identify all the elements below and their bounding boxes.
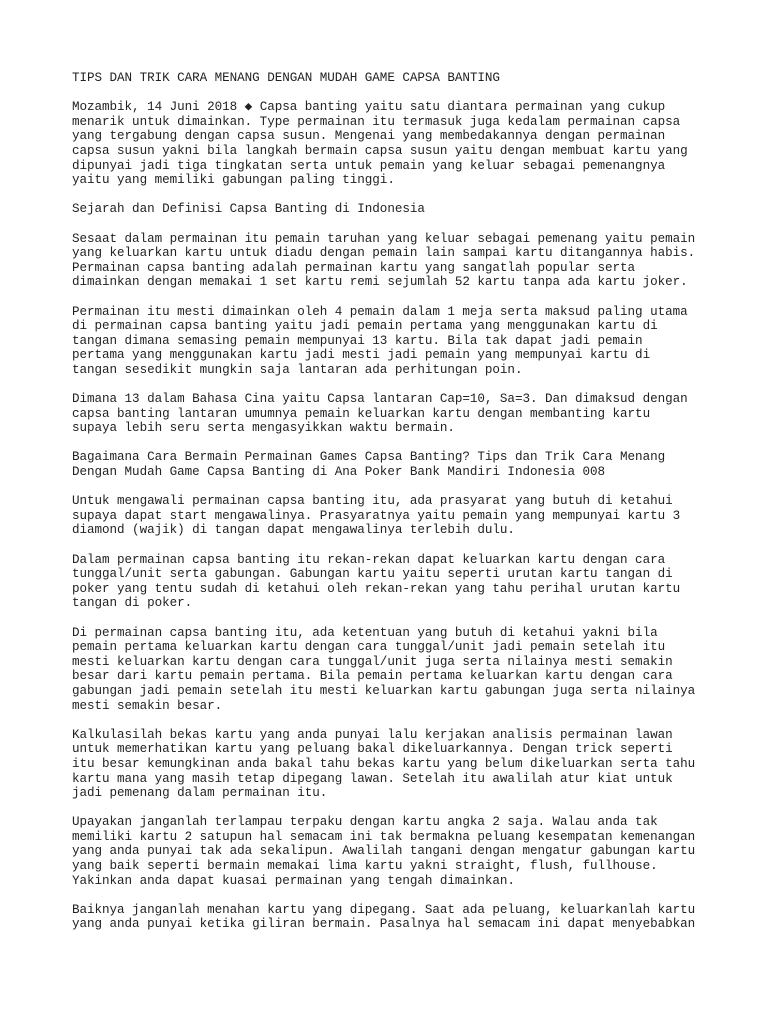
document-page <box>72 71 712 947</box>
paragraph: Di permainan capsa banting itu, ada ketentuan yang butuh di ketahui yakni bila pemain pertama keluarkan kartu dengan cara tunggal/unit jadi pemain setelah itu mesti keluarkan kartu dengan cara tunggal/unit juga serta nilainya mesti semakin besar dari kartu pemain pertama. Bila pemain pertama keluarkan kartu dengan cara gabungan jadi pemain setelah itu mesti keluarkan kartu gabungan juga serta nilainya mesti semakin besar. <box>72 625 696 713</box>
paragraph: Upayakan janganlah terlampau terpaku dengan kartu angka 2 saja. Walau anda tak memiliki kartu 2 satupun hal semacam ini tak bermakna peluang kesempatan kemenangan yang anda punyai tak ada sekalipun. Awalilah tangani dengan mengatur gabungan kartu yang baik seperti bermain memakai lima kartu yakni straight, flush, fullhouse. Yakinkan anda dapat kuasai permainan yang tengah dimainkan. <box>72 815 696 888</box>
section-heading: Bagaimana Cara Bermain Permainan Games Capsa Banting? Tips dan Trik Cara Menang Dengan Mudah Game Capsa Banting di Ana Poker Bank Mandiri Indonesia 008 <box>72 450 666 480</box>
paragraph: Kalkulasilah bekas kartu yang anda punyai lalu kerjakan analisis permainan lawan untuk memerhatikan kartu yang peluang bakal dikeluarkannya. Dengan trick seperti itu besar kemungkinan anda bakal tahu bekas kartu yang belum dikeluarkan serta tahu kartu mana yang masih tetap dipegang lawan. Setelah itu awalilah atur kiat untuk jadi pemenang dalam permainan itu. <box>72 727 696 801</box>
document-title: TIPS DAN TRIK CARA MENANG DENGAN MUDAH GAME CAPSA BANTING <box>72 71 500 85</box>
paragraph: Dimana 13 dalam Bahasa Cina yaitu Capsa lantaran Cap=10, Sa=3. Dan dimaksud dengan capsa banting lantaran umumnya pemain keluarkan kartu dengan membanting kartu supaya lebih seru serta mengasyikkan waktu bermain. <box>72 392 688 436</box>
section-heading: Sejarah dan Definisi Capsa Banting di Indonesia <box>72 202 425 217</box>
paragraph: Dalam permainan capsa banting itu rekan-rekan dapat keluarkan kartu dengan cara tunggal/unit serta gabungan. Gabungan kartu yaitu seperti urutan kartu tangan di poker yang tentu sudah di ketahui oleh rekan-rekan yang tahu perihal urutan kartu tangan di poker. <box>72 552 681 611</box>
paragraph-intro: Mozambik, 14 Juni 2018 ◆ Capsa banting yaitu satu diantara permainan yang cukup menarik untuk dimainkan. Type permainan itu termasuk juga kedalam permainan capsa yang tergabung dengan capsa susun. Mengenai yang membedakannya dengan permainan capsa susun yakni bila langkah bermain capsa susun yaitu dengan membuat kartu yang dipunyai jadi tiga tingkatan serta untuk pemain yang keluar sebagai pemenangnya yaitu yang memiliki gabungan paling tinggi. <box>72 100 688 188</box>
paragraph: Untuk mengawali permainan capsa banting itu, ada prasyarat yang butuh di ketahui supaya dapat start mengawalinya. Prasyaratnya yaitu pemain yang mempunyai kartu 3 diamond (wajik) di tangan dapat mengawalinya terlebih dulu. <box>72 494 681 538</box>
paragraph: Permainan itu mesti dimainkan oleh 4 pemain dalam 1 meja serta maksud paling utama di permainan capsa banting yaitu jadi pemain pertama yang menggunakan kartu di tangan dimana semasing pemain mempunyai 13 kartu. Bila tak dapat jadi pemain pertama yang menggunakan kartu jadi mesti jadi pemain yang mempunyai kartu di tangan sesedikit mungkin saja lantaran ada perhitungan poin. <box>72 304 688 377</box>
paragraph: Sesaat dalam permainan itu pemain taruhan yang keluar sebagai pemenang yaitu pemain yang keluarkan kartu untuk diadu dengan pemain lain sampai kartu ditangannya habis. Permainan capsa banting adalah permainan kartu yang sangatlah popular serta dimainkan dengan memakai 1 set kartu remi sejumlah 52 kartu tanpa ada kartu joker. <box>72 231 696 290</box>
paragraph: Baiknya janganlah menahan kartu yang dipegang. Saat ada peluang, keluarkanlah kartu yang anda punyai ketika giliran bermain. Pasalnya hal semacam ini dapat menyebabkan <box>72 902 696 932</box>
